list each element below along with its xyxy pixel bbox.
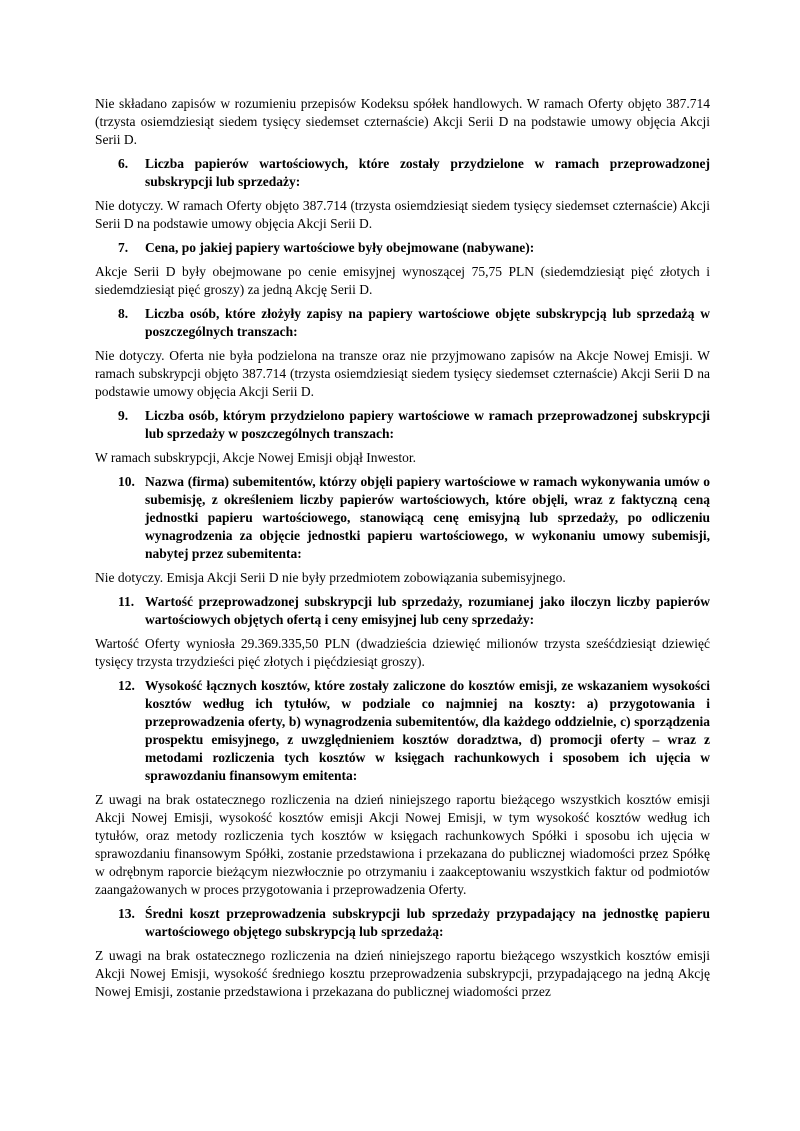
section-body: Wartość Oferty wyniosła 29.369.335,50 PLN (dwadzieścia dziewięć milionów trzysta sześćdziesiąt dziewięć tysięcy trzysta trzydzieści pięć złotych i pięćdziesiąt groszy). xyxy=(95,636,710,669)
section-heading xyxy=(95,239,710,257)
section-heading xyxy=(95,593,710,629)
intro-paragraph: Nie składano zapisów w rozumieniu przepisów Kodeksu spółek handlowych. W ramach Oferty objęto 387.714 (trzysta osiemdziesiąt siedem tysięcy siedemset czternaście) Akcji Serii D na podstawie umowy objęcia Akcji Serii D. xyxy=(95,96,710,147)
section-heading-text: Liczba papierów wartościowych, które zostały przydzielone w ramach przeprowadzonej subskrypcji lub sprzedaży: xyxy=(145,156,710,189)
section-heading-text: Liczba osób, które złożyły zapisy na papiery wartościowe objęte subskrypcją lub sprzedażą w poszczególnych transzach: xyxy=(145,306,710,339)
section-number: 6. xyxy=(118,156,129,171)
section-heading-text: Cena, po jakiej papiery wartościowe były obejmowane (nabywane): xyxy=(145,240,535,255)
section-heading xyxy=(95,407,710,443)
numbered-section-12 xyxy=(95,677,710,899)
numbered-section-13 xyxy=(95,905,710,1001)
section-heading-text: Średni koszt przeprowadzenia subskrypcji lub sprzedaży przypadający na jednostkę papieru wartościowego objętego subskrypcją lub sprzedażą: xyxy=(145,906,710,939)
section-heading-text: Wartość przeprowadzonej subskrypcji lub sprzedaży, rozumianej jako iloczyn liczby papierów wartościowych objętych ofertą i ceny emisyjnej lub ceny sprzedaży: xyxy=(145,594,710,627)
section-body: Akcje Serii D były obejmowane po cenie emisyjnej wynoszącej 75,75 PLN (siedemdziesiąt pięć złotych i siedemdziesiąt pięć groszy) za jedną Akcję Serii D. xyxy=(95,264,710,297)
numbered-section-8 xyxy=(95,305,710,401)
section-heading-text: Wysokość łącznych kosztów, które zostały zaliczone do kosztów emisji, ze wskazaniem wysokości kosztów według ich tytułów, w podziale co najmniej na koszty: a) przygotowania i przeprowadzenia oferty, b) wynagrodzenia subemitentów, dla każdego oddzielnie, c) sporządzenia prospektu emisyjnego, z uwzględnieniem kosztów doradztwa, d) promocji oferty – wraz z metodami rozliczenia tych kosztów w księgach rachunkowych i sposobem ich ujęcia w sprawozdaniu finansowym emitenta: xyxy=(145,678,710,783)
section-body: W ramach subskrypcji, Akcje Nowej Emisji objął Inwestor. xyxy=(95,450,417,465)
section-number: 12. xyxy=(118,678,135,693)
section-body: Nie dotyczy. Oferta nie była podzielona na transze oraz nie przyjmowano zapisów na Akcje Nowej Emisji. W ramach subskrypcji objęto 387.714 (trzysta osiemdziesiąt siedem tysięcy siedemset czternaście) Akcji Serii D na podstawie umowy objęcia Akcji Serii D. xyxy=(95,348,710,399)
section-number: 11. xyxy=(118,594,135,609)
section-body: Nie dotyczy. Emisja Akcji Serii D nie były przedmiotem zobowiązania subemisyjnego. xyxy=(95,570,566,585)
section-body: Z uwagi na brak ostatecznego rozliczenia na dzień niniejszego raportu bieżącego wszystkich kosztów emisji Akcji Nowej Emisji, wysokość średniego kosztu przeprowadzenia subskrypcji, przypadającego na jedną Akcję Nowej Emisji, zostanie przedstawiona i przekazana do publicznej wiadomości przez xyxy=(95,948,710,999)
section-heading-text: Liczba osób, którym przydzielono papiery wartościowe w ramach przeprowadzonej subskrypcji lub sprzedaży w poszczególnych transzach: xyxy=(145,408,710,441)
section-number: 10. xyxy=(118,474,135,489)
numbered-section-6 xyxy=(95,155,710,233)
section-number: 7. xyxy=(118,240,129,255)
section-heading xyxy=(95,677,710,785)
section-body: Z uwagi na brak ostatecznego rozliczenia na dzień niniejszego raportu bieżącego wszystkich kosztów emisji Akcji Nowej Emisji, wysokość kosztów emisji Akcji Nowej Emisji, w tym wysokość kosztów według ich tytułów, oraz metody rozliczenia tych kosztów w księgach rachunkowych Spółki i sposobu ich ujęcia w sprawozdaniu finansowym Spółki, zostanie przedstawiona i przekazana do publicznej wiadomości przez Spółkę w odrębnym raporcie bieżącym niezwłocznie po otrzymaniu i zaakceptowaniu wszystkich faktur od podmiotów zaangażowanych w proces przygotowania i przeprowadzenia Oferty. xyxy=(95,792,710,897)
section-number: 13. xyxy=(118,906,135,921)
numbered-section-9 xyxy=(95,407,710,467)
numbered-section-11 xyxy=(95,593,710,671)
numbered-section-7 xyxy=(95,239,710,299)
section-heading xyxy=(95,473,710,563)
numbered-section-10 xyxy=(95,473,710,587)
section-number: 9. xyxy=(118,408,129,423)
section-heading xyxy=(95,155,710,191)
section-number: 8. xyxy=(118,306,129,321)
section-body: Nie dotyczy. W ramach Oferty objęto 387.714 (trzysta osiemdziesiąt siedem tysięcy siedemset czternaście) Akcji Serii D na podstawie umowy objęcia Akcji Serii D. xyxy=(95,198,710,231)
section-heading-text: Nazwa (firma) subemitentów, którzy objęli papiery wartościowe w ramach wykonywania umów o subemisję, z określeniem liczby papierów wartościowych, które objęli, wraz z faktyczną ceną jednostki papieru wartościowego, stanowiącą cenę emisyjną lub sprzedaży, po odliczeniu wynagrodzenia za objęcie jednostki papieru wartościowego, w wykonaniu umowy subemisji, nabytej przez subemitenta: xyxy=(145,474,710,561)
section-heading xyxy=(95,905,710,941)
section-heading xyxy=(95,305,710,341)
